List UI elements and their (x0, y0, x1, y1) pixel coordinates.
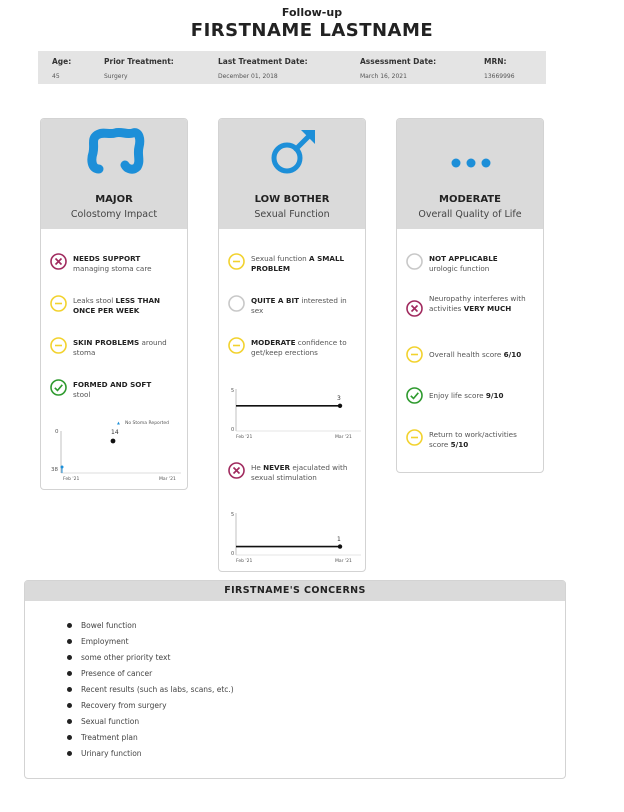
item-bold: MODERATE (251, 338, 296, 347)
neutral-circle-icon (406, 429, 423, 450)
concerns-list (67, 621, 234, 765)
item-text: Return to work/activities score (429, 430, 517, 449)
concerns-title: FIRSTNAME'S CONCERNS (25, 581, 565, 601)
info-value: March 16, 2021 (360, 73, 407, 80)
legend-marker: ▲ (117, 420, 120, 425)
stool-chart (41, 415, 187, 483)
colostomy-card (40, 118, 188, 490)
list-item (67, 749, 234, 765)
item-bold: FORMED AND SOFT (73, 380, 152, 389)
list-item (406, 293, 537, 323)
concern-text: Bowel function (81, 621, 137, 630)
item-bold: 5/10 (450, 440, 469, 449)
item-text: Overall health score (429, 350, 504, 359)
info-value: 13669996 (484, 73, 515, 80)
item-bold: QUITE A BIT (251, 296, 300, 305)
x-tick-label: Feb '21 (236, 435, 253, 440)
concern-text: some other priority text (81, 653, 171, 662)
list-item (67, 621, 234, 637)
item-bold: SKIN PROBLEMS (73, 338, 140, 347)
info-label: Prior Treatment: (104, 57, 174, 66)
colon-icon (41, 125, 187, 173)
item-text: ejaculated with sexual stimulation (251, 463, 348, 482)
x-circle-icon (406, 300, 423, 321)
card-subtitle: Colostomy Impact (70, 209, 158, 220)
item-bold: VERY MUCH (463, 304, 512, 313)
empty-circle-icon (406, 253, 423, 274)
list-item (67, 717, 234, 733)
male-symbol-icon (219, 125, 365, 173)
info-label: Age: (52, 57, 72, 66)
x-circle-icon (228, 462, 245, 483)
card-subtitle: Sexual Function (254, 209, 330, 220)
item-text: managing stoma care (73, 264, 152, 273)
x-tick-label: Mar '21 (159, 477, 176, 482)
check-circle-icon (406, 387, 423, 408)
neutral-circle-icon (228, 253, 245, 274)
item-bold: NEVER (263, 463, 291, 472)
concern-text: Recovery from surgery (81, 701, 167, 710)
list-item (406, 387, 537, 417)
list-item (406, 253, 537, 283)
info-value: 45 (52, 73, 60, 80)
data-label: 14 (111, 429, 119, 436)
x-tick-label: Mar '21 (335, 559, 352, 564)
chart-point (338, 404, 342, 408)
bullet-icon (67, 639, 72, 644)
report-subtitle: Follow-up (281, 6, 343, 19)
check-circle-icon (50, 379, 67, 400)
list-item (228, 337, 359, 367)
info-value: December 01, 2018 (218, 73, 278, 80)
bullet-icon (67, 687, 72, 692)
y-tick-label: 38 (51, 467, 58, 473)
concern-text: Treatment plan (81, 733, 138, 742)
bullet-icon (67, 719, 72, 724)
sexual-function-chart (219, 381, 365, 441)
list-item (67, 637, 234, 653)
y-tick-label: 0 (231, 551, 235, 557)
card-header (41, 119, 187, 229)
item-bold: NOT APPLICABLE (429, 254, 498, 263)
chart-point (338, 544, 342, 548)
item-bold: NEEDS SUPPORT (73, 254, 141, 263)
x-tick-label: Feb '21 (63, 477, 80, 482)
impact-level: MAJOR (95, 194, 133, 205)
patient-name: FIRSTNAME LASTNAME (190, 20, 434, 41)
bullet-icon (67, 671, 72, 676)
info-age (52, 57, 71, 80)
x-circle-icon (50, 253, 67, 274)
x-tick-label: Mar '21 (335, 435, 352, 440)
ejaculation-chart (219, 505, 365, 565)
item-text: Leaks stool (73, 296, 116, 305)
info-last-treatment (218, 57, 308, 80)
list-item (50, 379, 181, 409)
info-prior-treatment (104, 57, 174, 80)
list-item (406, 346, 537, 376)
item-bold: A SMALL PROBLEM (251, 254, 345, 273)
list-item (67, 653, 234, 669)
sexual-function-card (218, 118, 366, 572)
item-text: confidence to get/keep erections (251, 338, 347, 357)
concern-text: Recent results (such as labs, scans, etc.) (81, 685, 234, 694)
impact-level: LOW BOTHER (254, 194, 330, 205)
info-label: MRN: (484, 57, 507, 66)
list-item (50, 337, 181, 367)
item-text: interested in sex (251, 296, 347, 315)
patient-info-bar (38, 51, 546, 84)
item-text: urologic function (429, 264, 490, 273)
concern-text: Sexual function (81, 717, 140, 726)
data-label: 1 (337, 536, 341, 543)
item-bold: LESS THAN ONCE PER WEEK (73, 296, 161, 315)
list-item (228, 295, 359, 325)
bullet-icon (67, 751, 72, 756)
data-label: 3 (337, 395, 341, 402)
list-item (67, 733, 234, 749)
card-header (397, 119, 543, 229)
list-item (67, 669, 234, 685)
quality-of-life-card (396, 118, 544, 473)
item-text: around stoma (73, 338, 167, 357)
more-dots-icon (397, 125, 543, 173)
list-item (67, 685, 234, 701)
item-text: Neuropathy interferes with activities (429, 294, 526, 313)
list-item (228, 253, 359, 283)
neutral-circle-icon (228, 337, 245, 358)
bullet-icon (67, 655, 72, 660)
bullet-icon (67, 703, 72, 708)
concerns-panel (24, 580, 566, 779)
info-assessment-date (360, 57, 436, 80)
card-subtitle: Overall Quality of Life (418, 209, 522, 220)
item-text: Enjoy life score (429, 391, 486, 400)
bullet-icon (67, 623, 72, 628)
item-text: stool (73, 390, 91, 399)
bullet-icon (67, 735, 72, 740)
y-tick-label: 0 (231, 427, 235, 433)
legend-label: No Stoma Reported (125, 421, 170, 426)
list-item (50, 253, 181, 283)
info-label: Last Treatment Date: (218, 57, 308, 66)
concern-text: Employment (81, 637, 129, 646)
info-value: Surgery (104, 73, 128, 80)
neutral-circle-icon (50, 295, 67, 316)
list-item (67, 701, 234, 717)
y-tick-label: 5 (231, 388, 235, 394)
concern-text: Urinary function (81, 749, 142, 758)
concern-text: Presence of cancer (81, 669, 153, 678)
card-header (219, 119, 365, 229)
empty-circle-icon (228, 295, 245, 316)
item-text: Sexual function (251, 254, 309, 263)
item-bold: 9/10 (485, 391, 504, 400)
neutral-circle-icon (50, 337, 67, 358)
chart-point (111, 439, 116, 444)
list-item (406, 429, 537, 459)
y-tick-label: 0 (55, 429, 59, 435)
y-tick-label: 5 (231, 512, 235, 518)
info-mrn (484, 57, 515, 80)
item-bold: 6/10 (503, 350, 522, 359)
list-item (50, 295, 181, 325)
impact-level: MODERATE (439, 194, 501, 205)
info-label: Assessment Date: (360, 57, 437, 66)
x-tick-label: Feb '21 (236, 559, 253, 564)
list-item (228, 462, 359, 492)
neutral-circle-icon (406, 346, 423, 367)
item-text: He (251, 463, 264, 472)
